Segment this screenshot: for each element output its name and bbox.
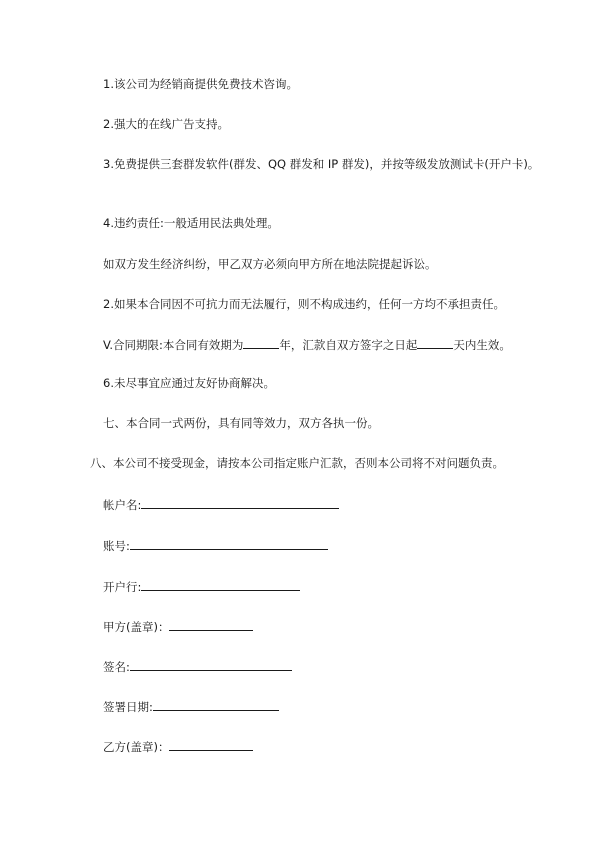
item-software: 3.免费提供三套群发软件(群发、QQ 群发和 IP 群发)，并按等级发放测试卡(开户卡)。: [103, 157, 540, 171]
sign-date-label: 签署日期:: [103, 700, 153, 714]
item-force-majeure: 2.如果本合同因不可抗力而无法履行，则不构成违约，任何一方均不承担责任。: [103, 297, 505, 311]
account-number-label: 账号:: [103, 539, 130, 553]
party-a-seal-field: [103, 617, 595, 637]
term-suffix: 天内生效。: [453, 338, 511, 352]
party-a-seal-blank[interactable]: [169, 617, 253, 631]
item-no-cash: 八、本公司不接受现金，请按本公司指定账户汇款，否则本公司将不对问题负责。: [90, 456, 504, 470]
signature-label: 签名:: [103, 660, 130, 674]
item-copies: 七、本合同一式两份，具有同等效力，双方各执一份。: [103, 416, 379, 430]
account-name-label: 帐户名:: [103, 498, 142, 512]
item-unresolved-matters: 6.未尽事宜应通过友好协商解决。: [103, 376, 275, 390]
signature-field: [103, 657, 595, 677]
party-b-seal-label: 乙方(盖章)：: [103, 740, 170, 754]
party-a-seal-label: 甲方(盖章)：: [103, 620, 170, 634]
bank-field: [103, 577, 595, 597]
account-number-field: [103, 536, 595, 556]
term-prefix: V.合同期限:本合同有效期为: [103, 338, 244, 352]
signature-blank[interactable]: [130, 657, 292, 671]
years-blank[interactable]: [243, 335, 279, 349]
item-contract-term: [103, 335, 595, 355]
account-number-blank[interactable]: [130, 536, 328, 550]
term-middle: 年，汇款自双方签字之日起: [279, 338, 418, 352]
account-name-blank[interactable]: [141, 495, 339, 509]
item-liability: 4.违约责任:一般适用民法典处理。: [103, 216, 279, 230]
item-tech-consulting: 1.该公司为经销商提供免费技术咨询。: [103, 77, 298, 91]
sign-date-field: [103, 697, 595, 717]
account-name-field: [103, 495, 595, 515]
party-b-seal-blank[interactable]: [169, 737, 253, 751]
item-ad-support: 2.强大的在线广告支持。: [103, 117, 229, 131]
bank-blank[interactable]: [141, 577, 300, 591]
party-b-seal-field: [103, 737, 595, 757]
bank-label: 开户行:: [103, 580, 142, 594]
item-dispute: 如双方发生经济纠纷，甲乙双方必须向甲方所在地法院提起诉讼。: [103, 257, 437, 271]
days-blank[interactable]: [417, 335, 453, 349]
sign-date-blank[interactable]: [153, 697, 279, 711]
